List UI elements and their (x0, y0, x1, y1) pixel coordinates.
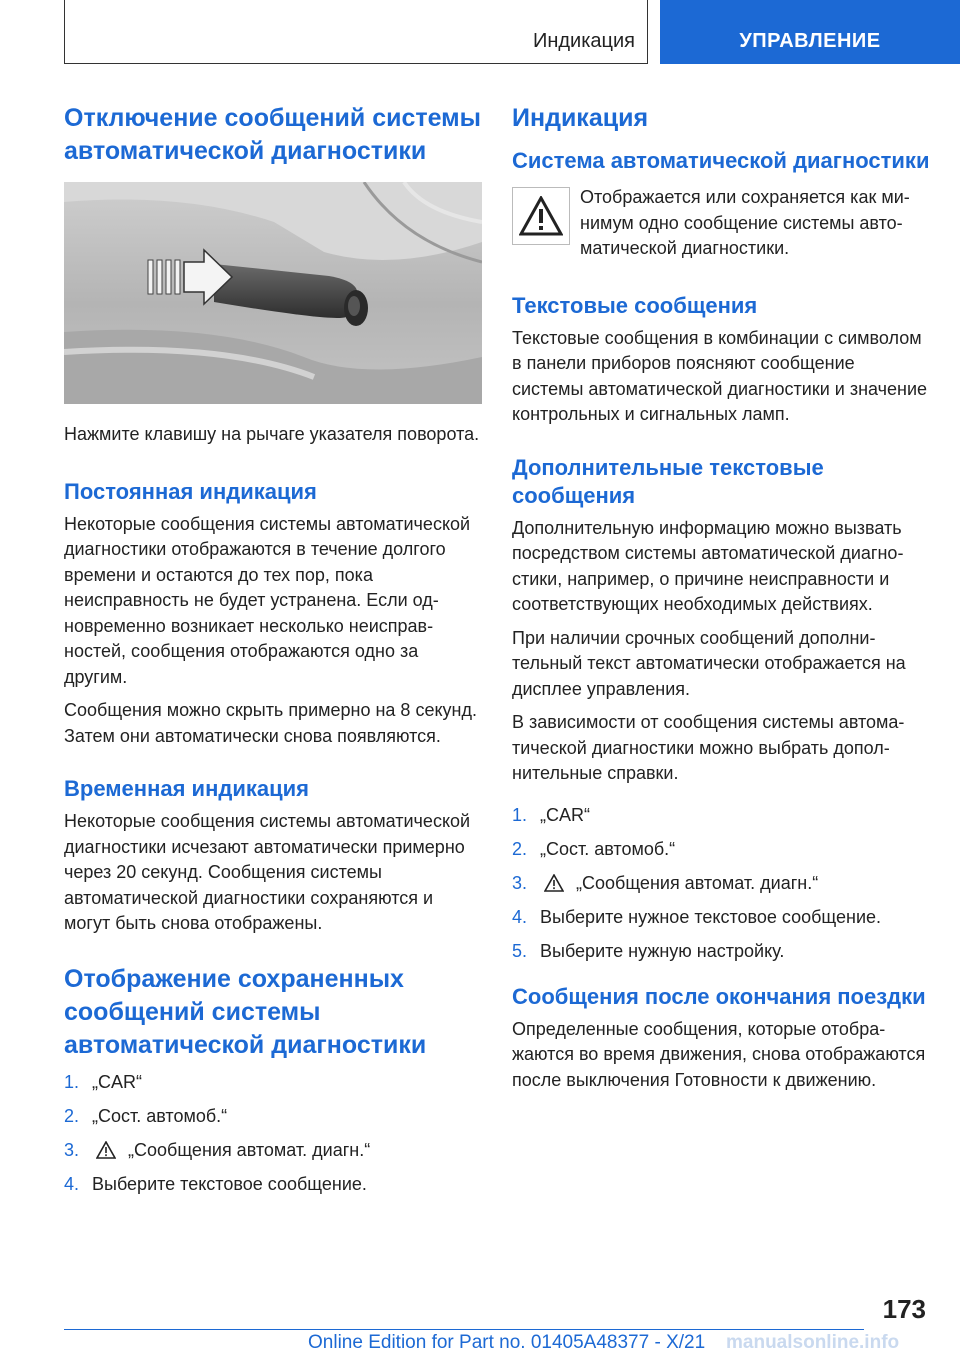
list-item (64, 1138, 482, 1164)
step-number: 2. (64, 1105, 80, 1126)
step-text: „Сообщения автомат. диагн.“ (128, 1139, 371, 1160)
warning-text: Отображается или сохраняется как минимум одно сообщение системы автоматической диагностики. (580, 187, 910, 258)
list-item (64, 1104, 482, 1130)
warning-note (512, 185, 930, 262)
figure-caption: Нажмите клавишу на рычаге указателя поворота. (64, 424, 480, 444)
warning-icon-frame (512, 187, 570, 245)
step-number: 4. (64, 1173, 80, 1194)
step-number: 2. (512, 838, 528, 859)
list-item (512, 837, 930, 863)
footer-rule (64, 1329, 864, 1330)
step-number: 5. (512, 940, 528, 961)
chapter-tab (660, 0, 960, 64)
list-item (512, 803, 930, 829)
list-item (64, 1172, 482, 1198)
heading-extra-text-messages: Дополнительные текстовые сообщения (512, 454, 824, 508)
step-number: 3. (64, 1139, 80, 1160)
warning-triangle-icon (96, 1141, 116, 1159)
watermark-text: manualsonline.info (726, 1332, 900, 1353)
heading-after-drive-messages: Сообщения после окончания поездки (512, 983, 926, 1009)
step-text: Выберите нужную настройку. (540, 940, 785, 961)
paragraph-permanent-1: Некоторые сообщения системы автоматической диагностики отображаются в течение долгого времени и остаются до тех пор, пока неисправность не будет устранена. Если одновременно возникает несколько неисправностей, сообщения отображаются одно за другим. (64, 513, 471, 687)
list-item (512, 939, 930, 965)
heading-diagnostic-system: Система автоматической диагностики (512, 148, 930, 173)
right-steps-list (512, 803, 930, 965)
list-item (512, 871, 930, 897)
page-number: 173 (882, 1294, 926, 1324)
step-text: Выберите текстовое сообщение. (92, 1173, 367, 1194)
list-item (512, 905, 930, 931)
paragraph-after-drive: Определенные сообщения, которые отображаются во время движения, снова отображаются после выключения Готовности к движению. (512, 1018, 926, 1090)
heading-temporary-indication: Временная индикация (64, 776, 309, 801)
warning-triangle-icon (519, 196, 563, 236)
heading-disable-messages: Отключение сообщений системы автоматической диагностики (64, 104, 482, 165)
chapter-title: УПРАВЛЕНИЕ (739, 30, 881, 52)
step-text: „Сост. автомоб.“ (92, 1105, 228, 1126)
step-text: „CAR“ (540, 804, 590, 825)
edition-text: Online Edition for Part no. 01405A48377 - X/21 (308, 1332, 706, 1353)
step-text: „Сост. автомоб.“ (540, 838, 676, 859)
right-column (512, 102, 930, 1101)
paragraph-extra-1: Дополнительную информацию можно вызвать посредством системы автоматической диагностики, например, о причине неисправности и соответствующих необходимых действиях. (512, 517, 904, 614)
step-text: „Сообщения автомат. диагн.“ (576, 872, 819, 893)
left-column (64, 102, 482, 1206)
heading-text-messages: Текстовые сообщения (512, 292, 758, 318)
section-title: Индикация (532, 30, 635, 52)
list-item (64, 1070, 482, 1096)
running-header (64, 0, 648, 64)
step-text: Выберите нужное текстовое сообщение. (540, 906, 882, 927)
step-number: 4. (512, 906, 528, 927)
paragraph-extra-3: В зависимости от сообщения системы автоматической диагностики можно выбрать дополнительные справки. (512, 712, 905, 783)
left-steps-list (64, 1070, 482, 1198)
step-text: „CAR“ (92, 1071, 142, 1092)
turn-signal-lever-illustration (64, 182, 482, 404)
paragraph-permanent-2: Сообщения можно скрыть примерно на 8 секунд. Затем они автоматически снова появляются. (64, 700, 477, 746)
step-number: 1. (512, 804, 528, 825)
paragraph-temporary: Некоторые сообщения системы автоматической диагностики исчезают автоматически примерно через 20 секунд. Сообщения системы автоматической диагностики сохраняются и могут быть снова отображены. (64, 811, 471, 933)
paragraph-extra-2: При наличии срочных сообщений дополнительный текст автоматически отображается на дисплее управления. (512, 627, 906, 699)
heading-indication: Индикация (512, 104, 649, 132)
paragraph-text-messages: Текстовые сообщения в комбинации с символом в панели приборов поясняют сообщение системы автоматической диагностики и значение контрольных и сигнальных ламп. (512, 327, 928, 424)
warning-triangle-icon (544, 874, 564, 892)
heading-stored-messages: Отображение сохраненных сообщений системы автоматической диагностики (64, 964, 427, 1059)
heading-permanent-indication: Постоянная индикация (64, 478, 317, 504)
step-number: 3. (512, 872, 528, 893)
step-number: 1. (64, 1071, 80, 1092)
